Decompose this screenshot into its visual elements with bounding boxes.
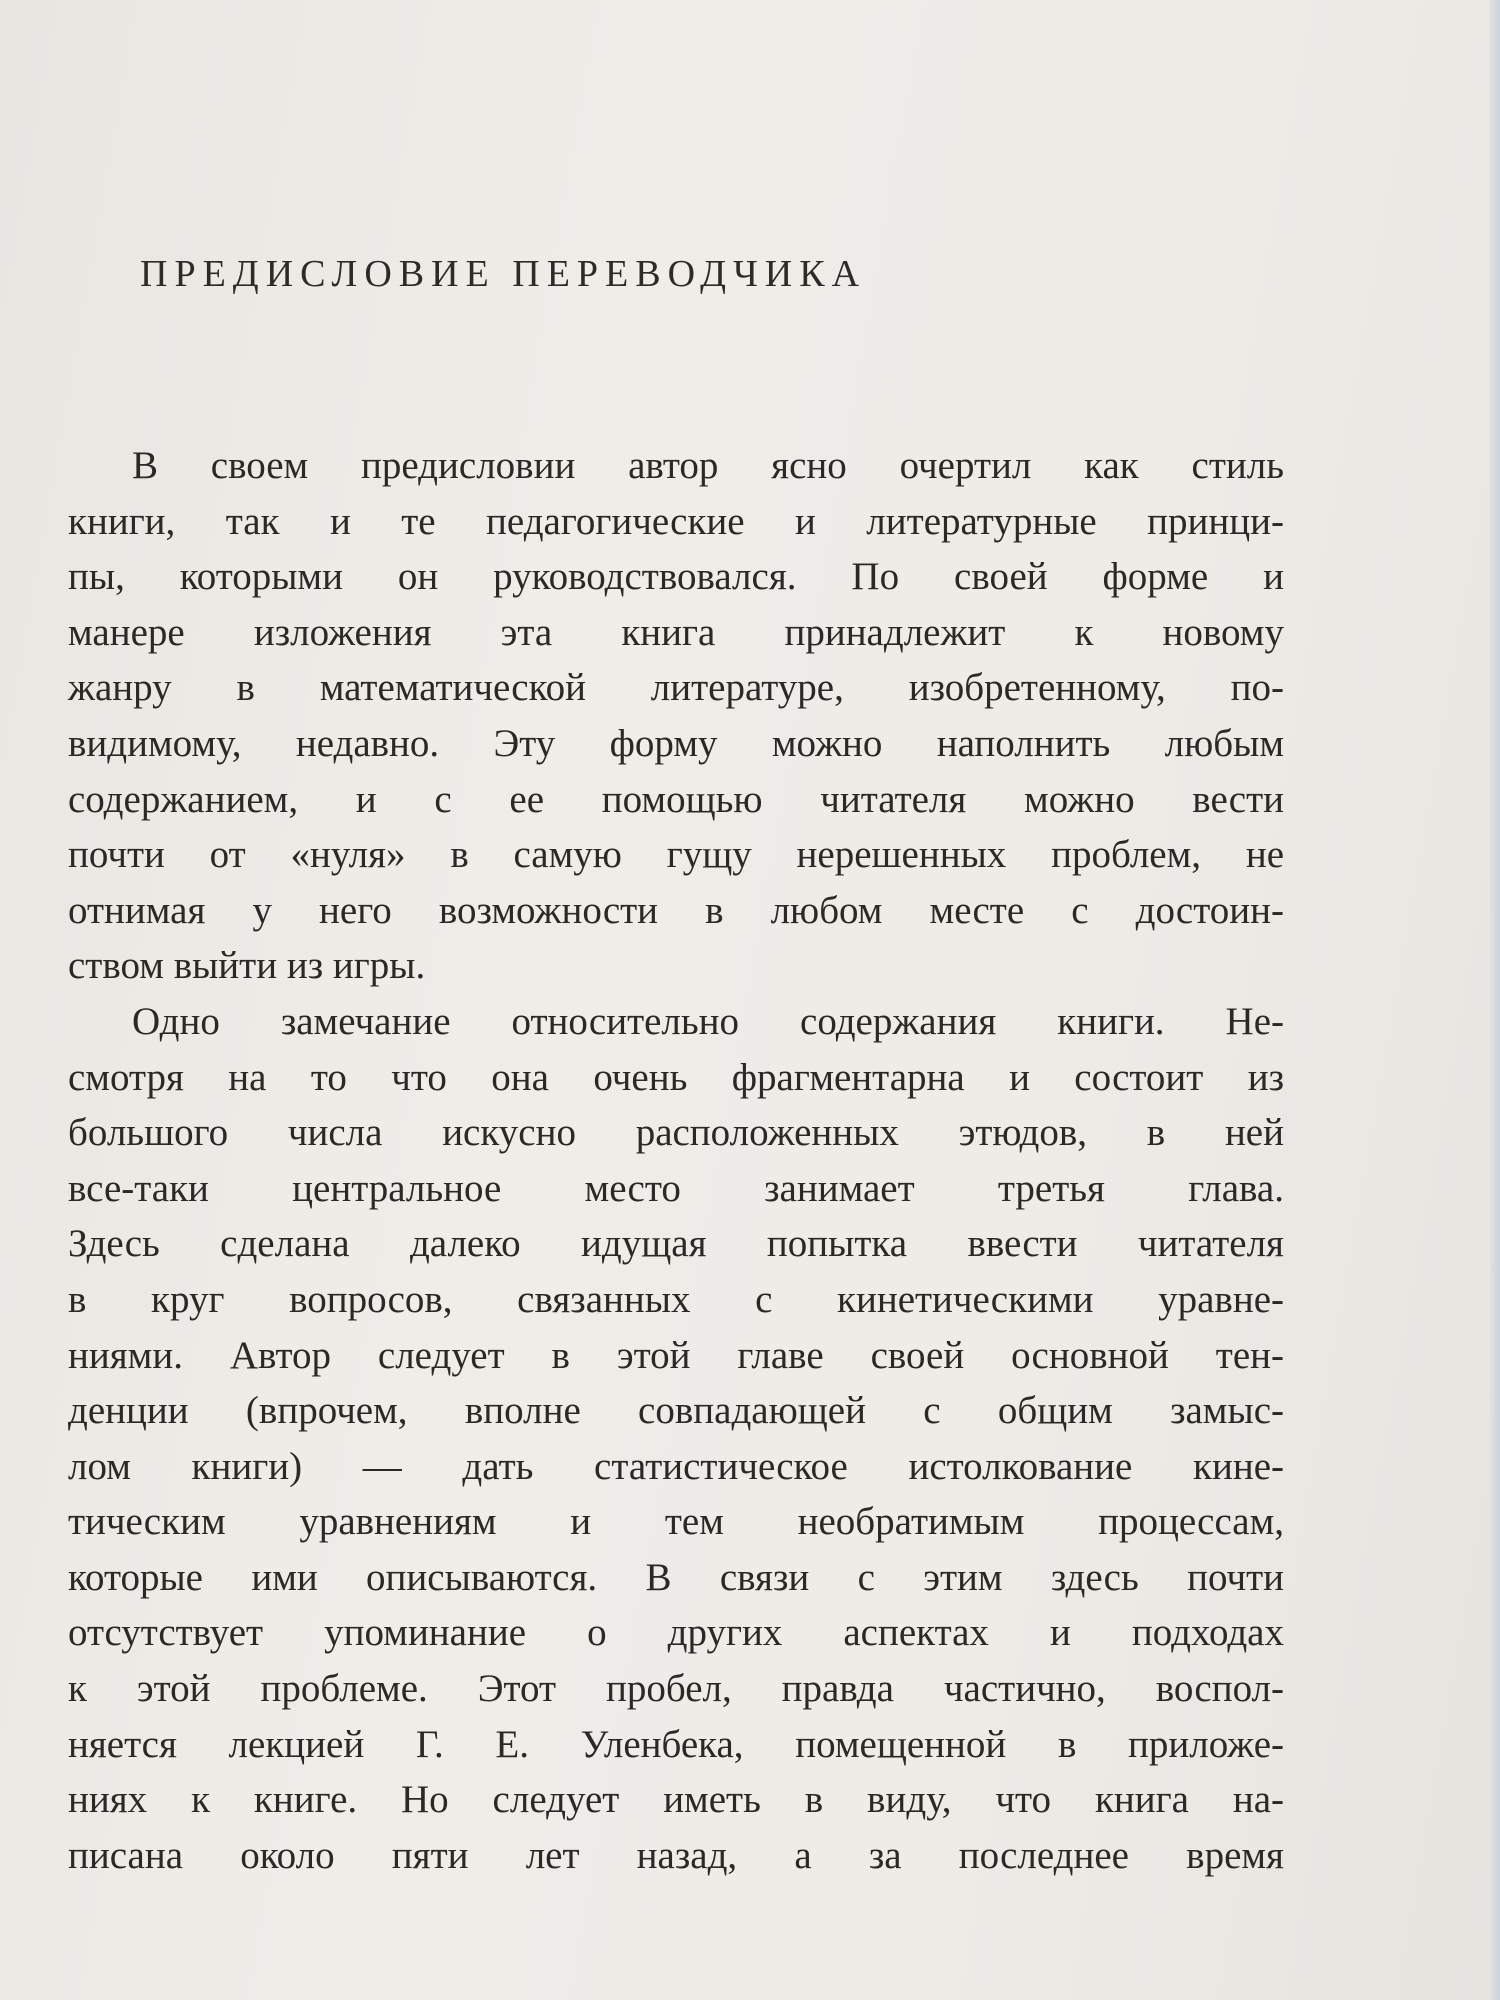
page-heading: ПРЕДИСЛОВИЕ ПЕРЕВОДЧИКА [140,253,867,295]
text-line: няется лекцией Г. Е. Уленбека, помещенной в приложе- [68,1722,1284,1766]
text-line: большого числа искусно расположенных этюдов, в ней [68,1111,1284,1155]
text-line: смотря на то что она очень фрагментарна и состоит из [68,1055,1284,1099]
text-line: лом книги) — дать статистическое истолкование кине- [68,1444,1284,1488]
text-line: к этой проблеме. Этот пробел, правда частично, воспол- [68,1667,1284,1711]
text-line: денции (впрочем, вполне совпадающей с общим замыс- [68,1389,1284,1433]
text-line: в круг вопросов, связанных с кинетическими уравне- [68,1277,1284,1321]
text-line: жанру в математической литературе, изобретенному, по- [68,666,1284,710]
text-line: писана около пяти лет назад, а за последнее время [68,1833,1284,1877]
page-edge [1490,0,1500,2000]
text-line: манере изложения эта книга принадлежит к новому [68,610,1284,654]
body-text [68,438,1284,1883]
text-line: Одно замечание относительно содержания книги. Не- [132,999,1284,1043]
text-line: ниями. Автор следует в этой главе своей основной тен- [68,1333,1284,1377]
text-line: ниях к книге. Но следует иметь в виду, что книга на- [68,1778,1284,1822]
text-line: Здесь сделана далеко идущая попытка ввести читателя [68,1222,1284,1266]
paragraph-1 [68,438,1284,994]
text-line: книги, так и те педагогические и литературные принци- [68,499,1284,543]
paragraph-2 [68,994,1284,1884]
text-line: отнимая у него возможности в любом месте с достоин- [68,888,1284,932]
text-line: почти от «нуля» в самую гущу нерешенных проблем, не [68,833,1284,877]
text-line: содержанием, и с ее помощью читателя можно вести [68,777,1284,821]
text-line: В своем предисловии автор ясно очертил как стиль [132,444,1284,487]
text-line: пы, которыми он руководствовался. По своей форме и [68,555,1284,599]
text-line: ством выйти из игры. [68,944,426,988]
text-line: тическим уравнениям и тем необратимым процессам, [68,1500,1284,1544]
text-line: которые ими описываются. В связи с этим здесь почти [68,1555,1284,1599]
text-line: видимому, недавно. Эту форму можно наполнить любым [68,721,1284,765]
text-line: отсутствует упоминание о других аспектах и подходах [68,1611,1284,1655]
text-line: все-таки центральное место занимает третья глава. [68,1166,1284,1210]
